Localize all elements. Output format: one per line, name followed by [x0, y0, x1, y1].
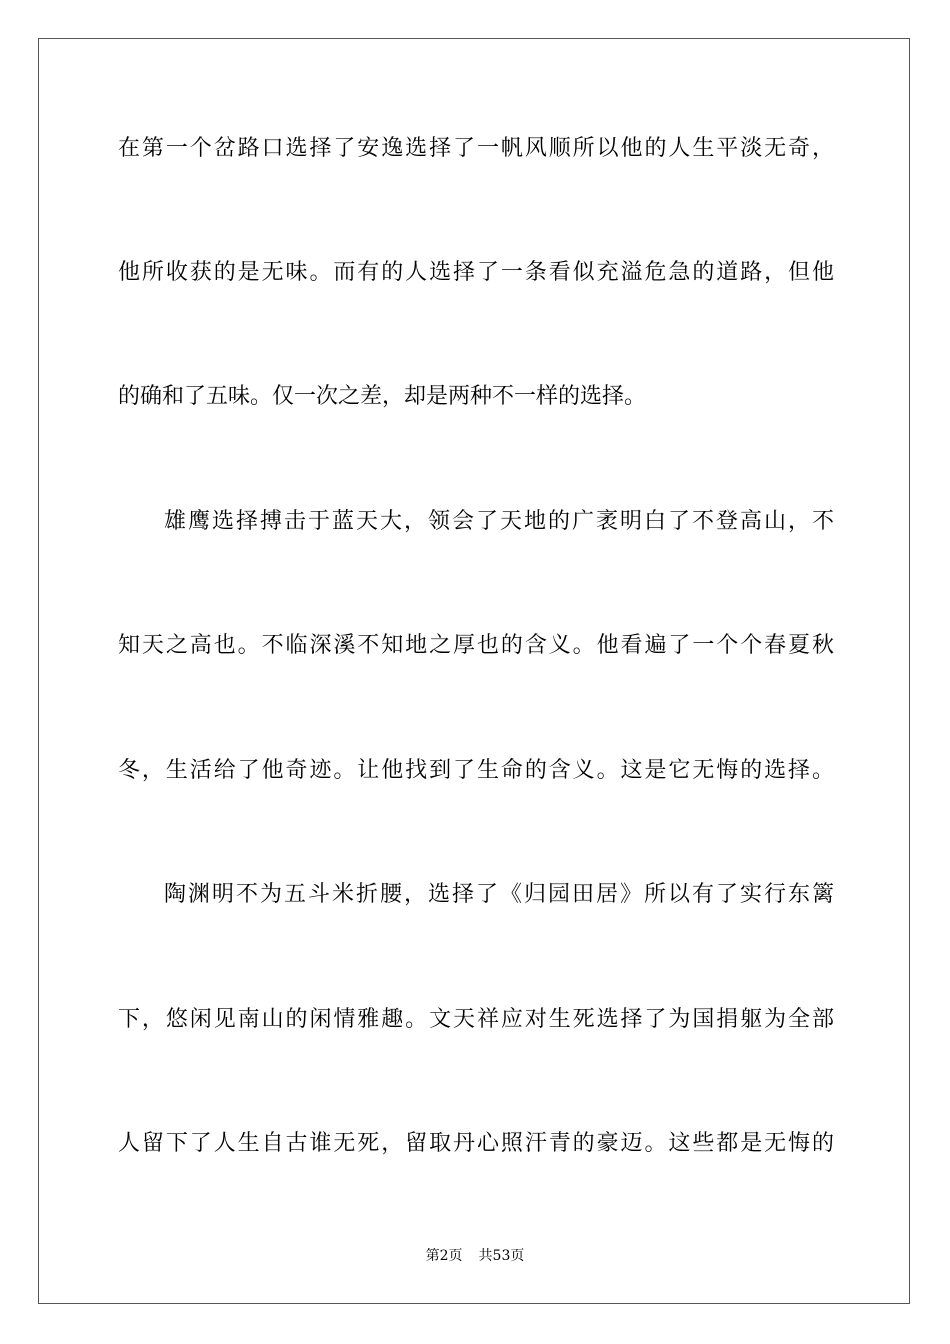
text-line: 冬，生活给了他奇迹。让他找到了生命的含义。这是它无悔的选择。 — [118, 758, 834, 783]
paragraph-first-line: 陶渊明不为五斗米折腰，选择了《归园田居》所以有了实行东篱 — [164, 882, 834, 907]
page-footer — [0, 1245, 950, 1265]
text-line: 的确和了五味。仅一次之差，却是两种不一样的选择。 — [118, 384, 647, 409]
text-line: 下，悠闲见南山的闲情雅趣。文天祥应对生死选择了为国捐躯为全部 — [118, 1007, 834, 1032]
page-total: 共53页 — [478, 1248, 525, 1264]
text-line: 知天之高也。不临深溪不知地之厚也的含义。他看遍了一个个春夏秋 — [118, 633, 834, 658]
page-border — [38, 38, 910, 1304]
text-line: 人留下了人生自古谁无死，留取丹心照汗青的豪迈。这些都是无悔的 — [118, 1131, 834, 1156]
text-line: 在第一个岔路口选择了安逸选择了一帆风顺所以他的人生平淡无奇， — [118, 136, 834, 161]
text-line: 他所收获的是无味。而有的人选择了一条看似充溢危急的道路，但他 — [118, 260, 834, 285]
paragraph-first-line: 雄鹰选择搏击于蓝天大，领会了天地的广袤明白了不登高山，不 — [164, 509, 834, 534]
page-number: 第2页 — [425, 1248, 463, 1264]
